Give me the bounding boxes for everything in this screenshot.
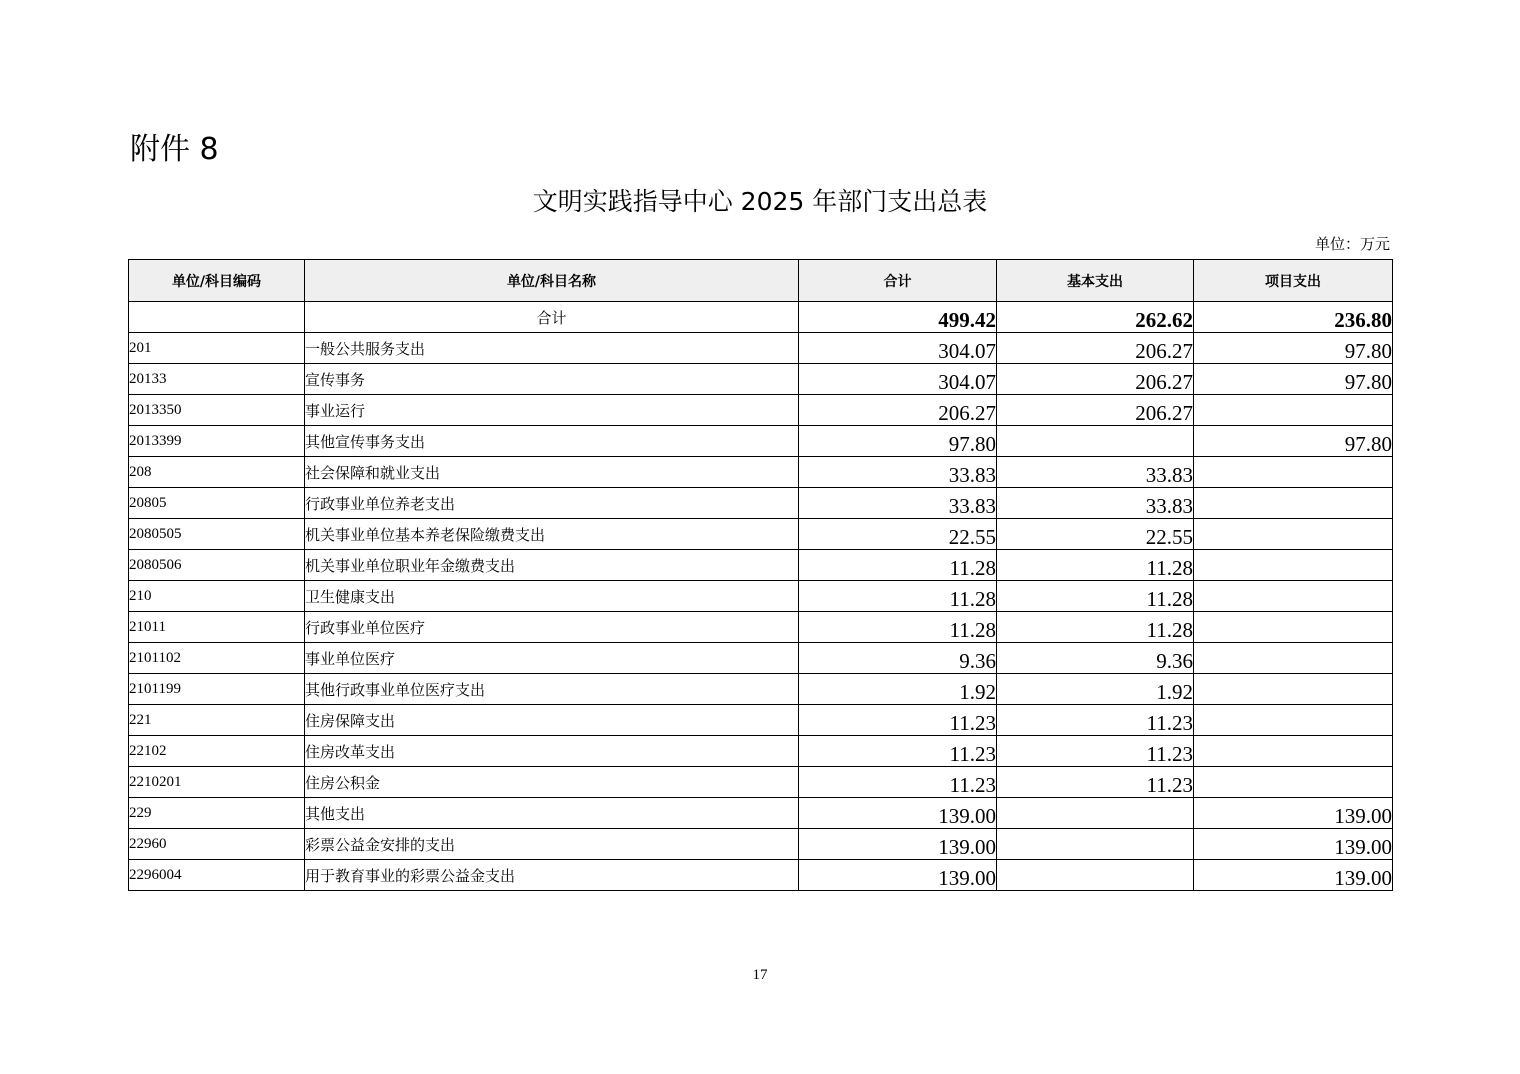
row-basic: 22.55 [997,519,1194,550]
row-project [1194,519,1393,550]
row-project [1194,550,1393,581]
row-basic [997,426,1194,457]
row-project [1194,736,1393,767]
row-code: 21011 [129,612,305,643]
table-row [129,612,1393,643]
table-row [129,395,1393,426]
table-row [129,519,1393,550]
table-row [129,829,1393,860]
table-row [129,736,1393,767]
row-name: 住房保障支出 [305,705,799,736]
row-project [1194,395,1393,426]
table-row [129,457,1393,488]
row-project: 139.00 [1194,860,1393,891]
row-basic: 11.28 [997,581,1194,612]
row-name: 其他支出 [305,798,799,829]
row-name: 机关事业单位职业年金缴费支出 [305,550,799,581]
row-code: 2101199 [129,674,305,705]
row-total: 33.83 [799,488,997,519]
row-basic: 1.92 [997,674,1194,705]
row-name: 事业运行 [305,395,799,426]
row-name: 其他行政事业单位医疗支出 [305,674,799,705]
row-code: 2210201 [129,767,305,798]
row-project [1194,488,1393,519]
row-basic: 33.83 [997,488,1194,519]
total-code [129,302,305,333]
row-total: 11.23 [799,767,997,798]
row-total: 97.80 [799,426,997,457]
row-name: 一般公共服务支出 [305,333,799,364]
row-basic: 11.23 [997,705,1194,736]
row-code: 2080505 [129,519,305,550]
table-row [129,767,1393,798]
row-code: 2296004 [129,860,305,891]
row-name: 住房改革支出 [305,736,799,767]
table-row [129,550,1393,581]
row-total: 11.28 [799,581,997,612]
row-total: 9.36 [799,643,997,674]
total-total: 499.42 [799,302,997,333]
row-project: 97.80 [1194,364,1393,395]
row-code: 2013350 [129,395,305,426]
row-total: 11.28 [799,550,997,581]
table-row [129,860,1393,891]
row-total: 304.07 [799,333,997,364]
row-code: 210 [129,581,305,612]
page-number: 17 [752,967,768,983]
row-total: 11.23 [799,736,997,767]
total-project: 236.80 [1194,302,1393,333]
table-row [129,674,1393,705]
row-total: 304.07 [799,364,997,395]
row-basic [997,829,1194,860]
row-project [1194,581,1393,612]
table-row [129,426,1393,457]
row-name: 行政事业单位养老支出 [305,488,799,519]
unit-label: 单位：万元 [1314,237,1390,253]
row-basic: 11.23 [997,736,1194,767]
row-project [1194,612,1393,643]
row-basic: 11.23 [997,767,1194,798]
row-code: 201 [129,333,305,364]
row-name: 用于教育事业的彩票公益金支出 [305,860,799,891]
row-basic [997,798,1194,829]
header-basic: 基本支出 [997,260,1194,302]
row-name: 社会保障和就业支出 [305,457,799,488]
row-project [1194,767,1393,798]
attachment-label: 附件 8 [130,132,219,167]
row-project [1194,457,1393,488]
header-project: 项目支出 [1194,260,1393,302]
row-code: 2080506 [129,550,305,581]
row-project [1194,643,1393,674]
expenditure-table [128,259,1393,891]
row-total: 139.00 [799,829,997,860]
row-basic: 9.36 [997,643,1194,674]
row-code: 229 [129,798,305,829]
row-name: 事业单位医疗 [305,643,799,674]
table-row [129,643,1393,674]
table-row [129,333,1393,364]
row-basic [997,860,1194,891]
row-code: 221 [129,705,305,736]
row-total: 11.23 [799,705,997,736]
table-row [129,488,1393,519]
row-name: 其他宣传事务支出 [305,426,799,457]
table-row [129,581,1393,612]
row-name: 宣传事务 [305,364,799,395]
row-name: 机关事业单位基本养老保险缴费支出 [305,519,799,550]
header-name: 单位/科目名称 [305,260,799,302]
page-title: 文明实践指导中心 2025 年部门支出总表 [532,187,988,216]
table-row [129,705,1393,736]
row-total: 1.92 [799,674,997,705]
row-code: 20805 [129,488,305,519]
row-code: 22960 [129,829,305,860]
row-basic: 206.27 [997,333,1194,364]
row-total: 139.00 [799,860,997,891]
row-total: 139.00 [799,798,997,829]
row-basic: 11.28 [997,612,1194,643]
row-total: 22.55 [799,519,997,550]
row-code: 2013399 [129,426,305,457]
row-code: 20133 [129,364,305,395]
row-project: 139.00 [1194,829,1393,860]
row-name: 卫生健康支出 [305,581,799,612]
row-project [1194,705,1393,736]
row-code: 2101102 [129,643,305,674]
row-name: 彩票公益金安排的支出 [305,829,799,860]
row-total: 33.83 [799,457,997,488]
table-row [129,364,1393,395]
total-basic: 262.62 [997,302,1194,333]
row-code: 22102 [129,736,305,767]
row-project: 97.80 [1194,333,1393,364]
row-project [1194,674,1393,705]
row-basic: 11.28 [997,550,1194,581]
total-name: 合计 [305,302,799,333]
total-row [129,302,1393,333]
row-basic: 206.27 [997,395,1194,426]
row-basic: 33.83 [997,457,1194,488]
row-name: 行政事业单位医疗 [305,612,799,643]
row-code: 208 [129,457,305,488]
row-total: 11.28 [799,612,997,643]
header-code: 单位/科目编码 [129,260,305,302]
table-row [129,798,1393,829]
row-project: 97.80 [1194,426,1393,457]
row-total: 206.27 [799,395,997,426]
row-name: 住房公积金 [305,767,799,798]
row-project: 139.00 [1194,798,1393,829]
header-total: 合计 [799,260,997,302]
table-header-row [129,260,1393,302]
row-basic: 206.27 [997,364,1194,395]
